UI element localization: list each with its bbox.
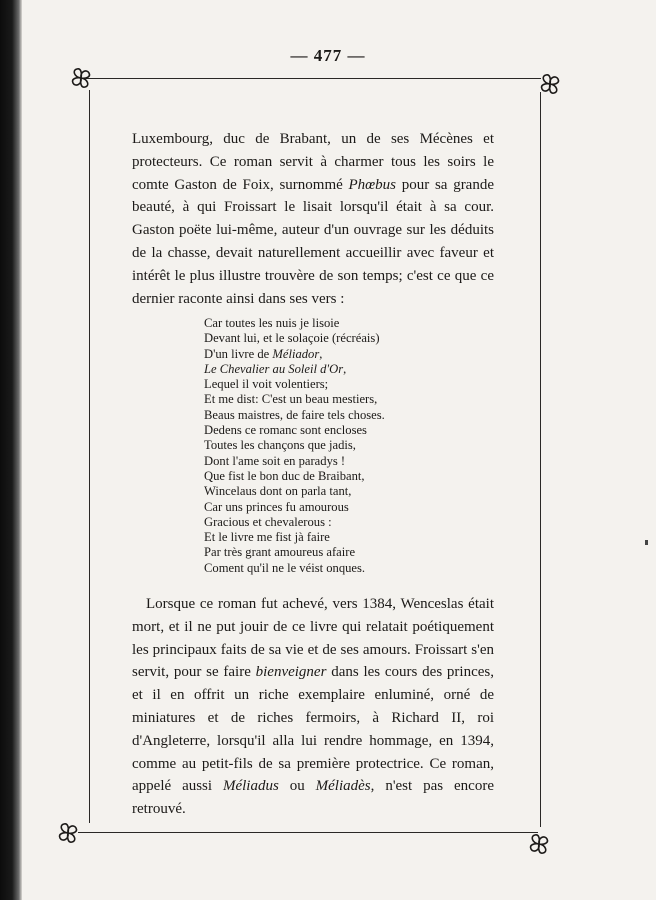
fleuron-icon <box>528 833 550 855</box>
italic-text: Méliador <box>272 346 320 361</box>
text-run: Beaus maistres, de faire tels choses. <box>204 407 385 422</box>
text-run: ou <box>278 778 316 795</box>
paragraph-1 <box>132 128 494 310</box>
text-run: Par très grant amoureus afaire <box>204 545 356 560</box>
fleuron-icon <box>539 73 561 95</box>
verse-line <box>204 408 444 423</box>
paragraph-text <box>132 128 494 310</box>
text-run: Coment qu'il ne le véist onques. <box>204 560 366 575</box>
paragraph-text <box>132 593 494 821</box>
text-run: Et le livre me fist jà faire <box>204 530 330 545</box>
text-run: Toutes les chançons que jadis, <box>204 438 356 453</box>
italic-text: bienveigner <box>255 664 327 681</box>
verse-line <box>204 500 444 515</box>
text-run: Lequel il voit volentiers; <box>204 377 329 392</box>
verse-line <box>204 392 444 407</box>
italic-text: Méliadus <box>222 778 279 795</box>
verse-quotation <box>204 316 444 576</box>
book-spine-shadow <box>0 0 22 900</box>
text-run: Car uns princes fu amourous <box>204 499 349 514</box>
margin-speck <box>645 540 648 545</box>
verse-line <box>204 362 444 377</box>
frame-rule-bottom <box>78 832 538 833</box>
verse-line <box>204 454 444 469</box>
italic-text: Le Chevalier au Soleil d'Or <box>204 361 344 376</box>
text-run: Dedens ce romanc sont encloses <box>204 423 367 438</box>
verse-line <box>204 423 444 438</box>
text-run: , n'est pas encore retrouvé. <box>132 778 494 818</box>
paragraph-2 <box>132 593 494 821</box>
text-run: Dont l'ame soit en paradys ! <box>204 453 346 468</box>
verse-line <box>204 561 444 576</box>
text-run: Car toutes les nuis je lisoie <box>204 316 340 330</box>
text-run: Devant lui, et le solaçoie (récréais) <box>204 331 380 346</box>
verse-line <box>204 438 444 453</box>
text-run: Wincelaus dont on parla tant, <box>204 484 352 499</box>
frame-rule-top <box>86 78 541 79</box>
verse-line <box>204 377 444 392</box>
verse-line <box>204 530 444 545</box>
text-run: Que fist le bon duc de Braibant, <box>204 468 365 483</box>
text-run: Luxembourg, duc de Brabant, un de ses Mécènes et protecteurs. Ce roman servit à charmer tous les soirs le comte Gaston de Foix, surnommé <box>132 131 494 193</box>
verse-line <box>204 331 444 346</box>
page-number: — 477 — <box>290 46 366 65</box>
verse-line <box>204 515 444 530</box>
verse-line <box>204 347 444 362</box>
verse-line <box>204 545 444 560</box>
text-run: dans les cours des princes, et il en offrit un riche exemplaire enluminé, orné de miniatures et de riches fermoirs, à Richard II, roi d'Angleterre, lorsqu'il alla lui rendre hommage, en 1394, comme au petit-fils de sa première protectrice. Ce roman, appelé aussi <box>132 664 494 795</box>
verse-line <box>204 316 444 331</box>
text-run: Lorsque ce roman fut achevé, vers 1384, Wenceslas était mort, et il ne put jouir de ce livre qui relatait poétiquement les principaux faits de sa vie et de ses amours. Froissart s'en servit, pour se faire <box>132 596 494 681</box>
frame-rule-left <box>89 90 90 823</box>
text-run: , <box>343 361 347 376</box>
verse-line <box>204 469 444 484</box>
text-run: Et me dist: C'est un beau mestiers, <box>204 392 378 407</box>
text-run: , <box>319 346 323 361</box>
verse-line <box>204 484 444 499</box>
text-run: pour sa grande beauté, à qui Froissart le lisait lorsqu'il était à sa cour. Gaston poëte lui-même, auteur d'un ouvrage sur les déduits de la chasse, devait naturellement accueillir avec faveur et intérêt le plus illustre trouvère de son temps; c'est ce que ce dernier raconte ainsi dans ses vers : <box>132 176 494 307</box>
fleuron-icon <box>57 822 79 844</box>
text-run: Gracious et chevalerous : <box>204 514 332 529</box>
italic-text: Phœbus <box>348 176 397 193</box>
frame-rule-right <box>540 92 541 827</box>
fleuron-icon <box>70 67 92 89</box>
text-run: D'un livre de <box>204 346 273 361</box>
italic-text: Méliadès <box>315 778 371 795</box>
